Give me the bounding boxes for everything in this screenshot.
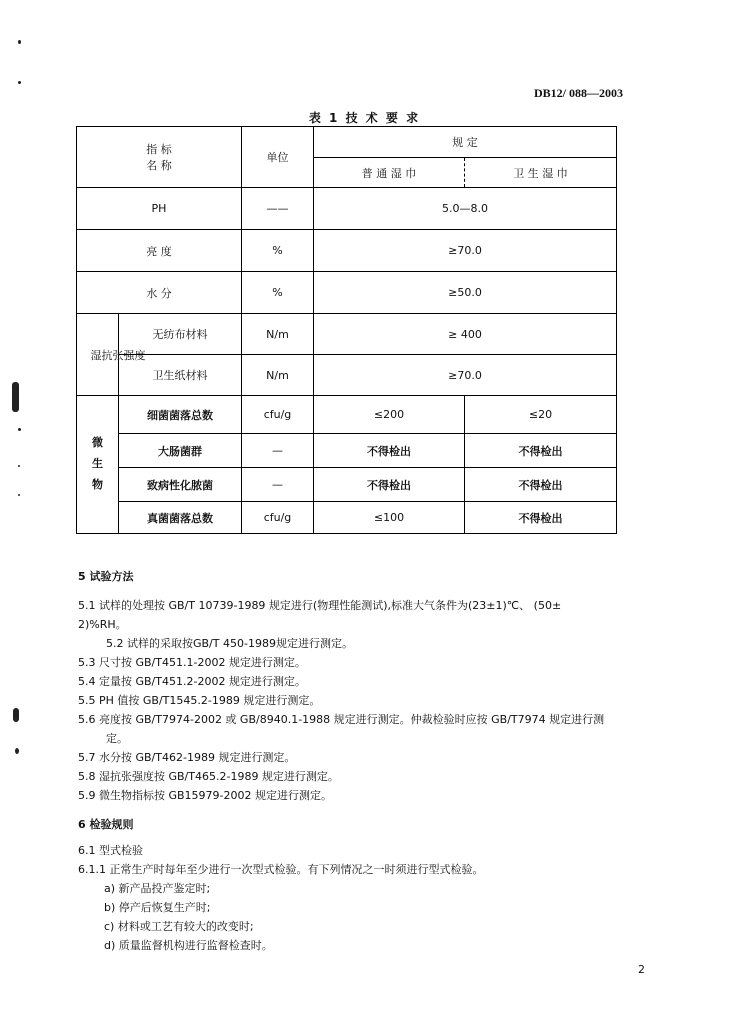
row-unit: N/m	[242, 314, 314, 355]
row-value-sanitary: 不得检出	[465, 434, 617, 468]
list-item-b: b) 停产后恢复生产时;	[104, 901, 211, 914]
clause-5-6-cont: 定。	[106, 732, 128, 745]
row-value-sanitary: 不得检出	[465, 502, 617, 534]
row-value: ≥ 400	[314, 314, 617, 355]
row-name: 致病性化脓菌	[119, 468, 242, 502]
scan-speck	[18, 428, 21, 431]
row-unit: —	[242, 434, 314, 468]
microbe-group: 微 生 物	[77, 396, 119, 534]
list-item-a: a) 新产品投产鉴定时;	[104, 882, 211, 895]
row-name: 卫生纸材料	[119, 355, 242, 396]
table-header-row	[77, 127, 617, 158]
row-value-ordinary: 不得检出	[314, 468, 465, 502]
wet-strength-group-label: 湿抗张强度	[90, 349, 146, 362]
header-ordinary-wipes: 普 通 湿 巾	[314, 158, 465, 188]
scan-speck	[13, 708, 19, 722]
row-value: ≥70.0	[314, 230, 617, 272]
section-5-title: 5 试验方法	[78, 570, 134, 583]
row-unit: %	[242, 230, 314, 272]
header-unit: 单位	[242, 127, 314, 188]
document-code: DB12/ 088—2003	[533, 86, 623, 100]
scan-speck	[18, 81, 21, 84]
row-value-ordinary: 不得检出	[314, 434, 465, 468]
scan-speck	[18, 494, 20, 496]
row-unit: cfu/g	[242, 396, 314, 434]
row-name: 大肠菌群	[119, 434, 242, 468]
row-unit: N/m	[242, 355, 314, 396]
row-value: 5.0—8.0	[314, 188, 617, 230]
section-6-title: 6 检验规则	[78, 818, 134, 831]
clause-6-1: 6.1 型式检验	[78, 844, 143, 857]
row-value-sanitary: ≤20	[465, 396, 617, 434]
clause-5-1-cont: 2)%RH。	[78, 618, 127, 631]
clause-5-1: 5.1 试样的处理按 GB/T 10739-1989 规定进行(物理性能测试),标准大气条件为(23±1)℃、 (50±	[78, 599, 562, 612]
list-item-c: c) 材料或工艺有较大的改变时;	[104, 920, 254, 933]
list-item-d: d) 质量监督机构进行监督检查时。	[104, 939, 273, 952]
row-unit: —	[242, 468, 314, 502]
row-unit: %	[242, 272, 314, 314]
clause-5-6: 5.6 亮度按 GB/T7974-2002 或 GB/8940.1-1988 规定进行测定。仲裁检验时应按 GB/T7974 规定进行测	[78, 713, 605, 726]
row-value: ≥50.0	[314, 272, 617, 314]
clause-5-4: 5.4 定量按 GB/T451.2-2002 规定进行测定。	[78, 675, 306, 688]
row-name: 真菌菌落总数	[119, 502, 242, 534]
row-name: PH	[77, 188, 242, 230]
table-row	[77, 434, 617, 468]
clause-5-7: 5.7 水分按 GB/T462-1989 规定进行测定。	[78, 751, 296, 764]
clause-5-8: 5.8 湿抗张强度按 GB/T465.2-1989 规定进行测定。	[78, 770, 339, 783]
clause-5-3: 5.3 尺寸按 GB/T451.1-2002 规定进行测定。	[78, 656, 306, 669]
page-number: 2	[638, 963, 645, 976]
row-value-ordinary: ≤200	[314, 396, 465, 434]
clause-6-1-1: 6.1.1 正常生产时每年至少进行一次型式检验。有下列情况之一时须进行型式检验。	[78, 863, 484, 876]
table-row	[77, 502, 617, 534]
clause-5-2: 5.2 试样的采取按GB/T 450-1989规定进行测定。	[106, 637, 353, 650]
row-name: 水 分	[77, 272, 242, 314]
row-value-sanitary: 不得检出	[465, 468, 617, 502]
clause-5-9: 5.9 微生物指标按 GB15979-2002 规定进行测定。	[78, 789, 333, 802]
row-name: 无纺布材料	[119, 314, 242, 355]
header-spec: 规 定	[314, 127, 617, 158]
scan-speck	[15, 748, 19, 754]
table-row	[77, 188, 617, 230]
scan-speck	[18, 465, 20, 467]
header-sanitary-wipes: 卫 生 湿 巾	[465, 158, 617, 188]
header-indicator-name: 指 标 名 称	[77, 127, 242, 188]
row-value-ordinary: ≤100	[314, 502, 465, 534]
table-row	[77, 272, 617, 314]
row-name: 细菌菌落总数	[119, 396, 242, 434]
scan-speck	[18, 40, 21, 44]
row-name: 亮 度	[77, 230, 242, 272]
row-unit: ——	[242, 188, 314, 230]
table-row	[77, 468, 617, 502]
clause-5-5: 5.5 PH 值按 GB/T1545.2-1989 规定进行测定。	[78, 694, 321, 707]
scan-speck	[12, 382, 19, 412]
table-title: 表 1 技 术 要 求	[308, 111, 421, 125]
row-unit: cfu/g	[242, 502, 314, 534]
row-value: ≥70.0	[314, 355, 617, 396]
table-row	[77, 396, 617, 434]
table-row	[77, 230, 617, 272]
